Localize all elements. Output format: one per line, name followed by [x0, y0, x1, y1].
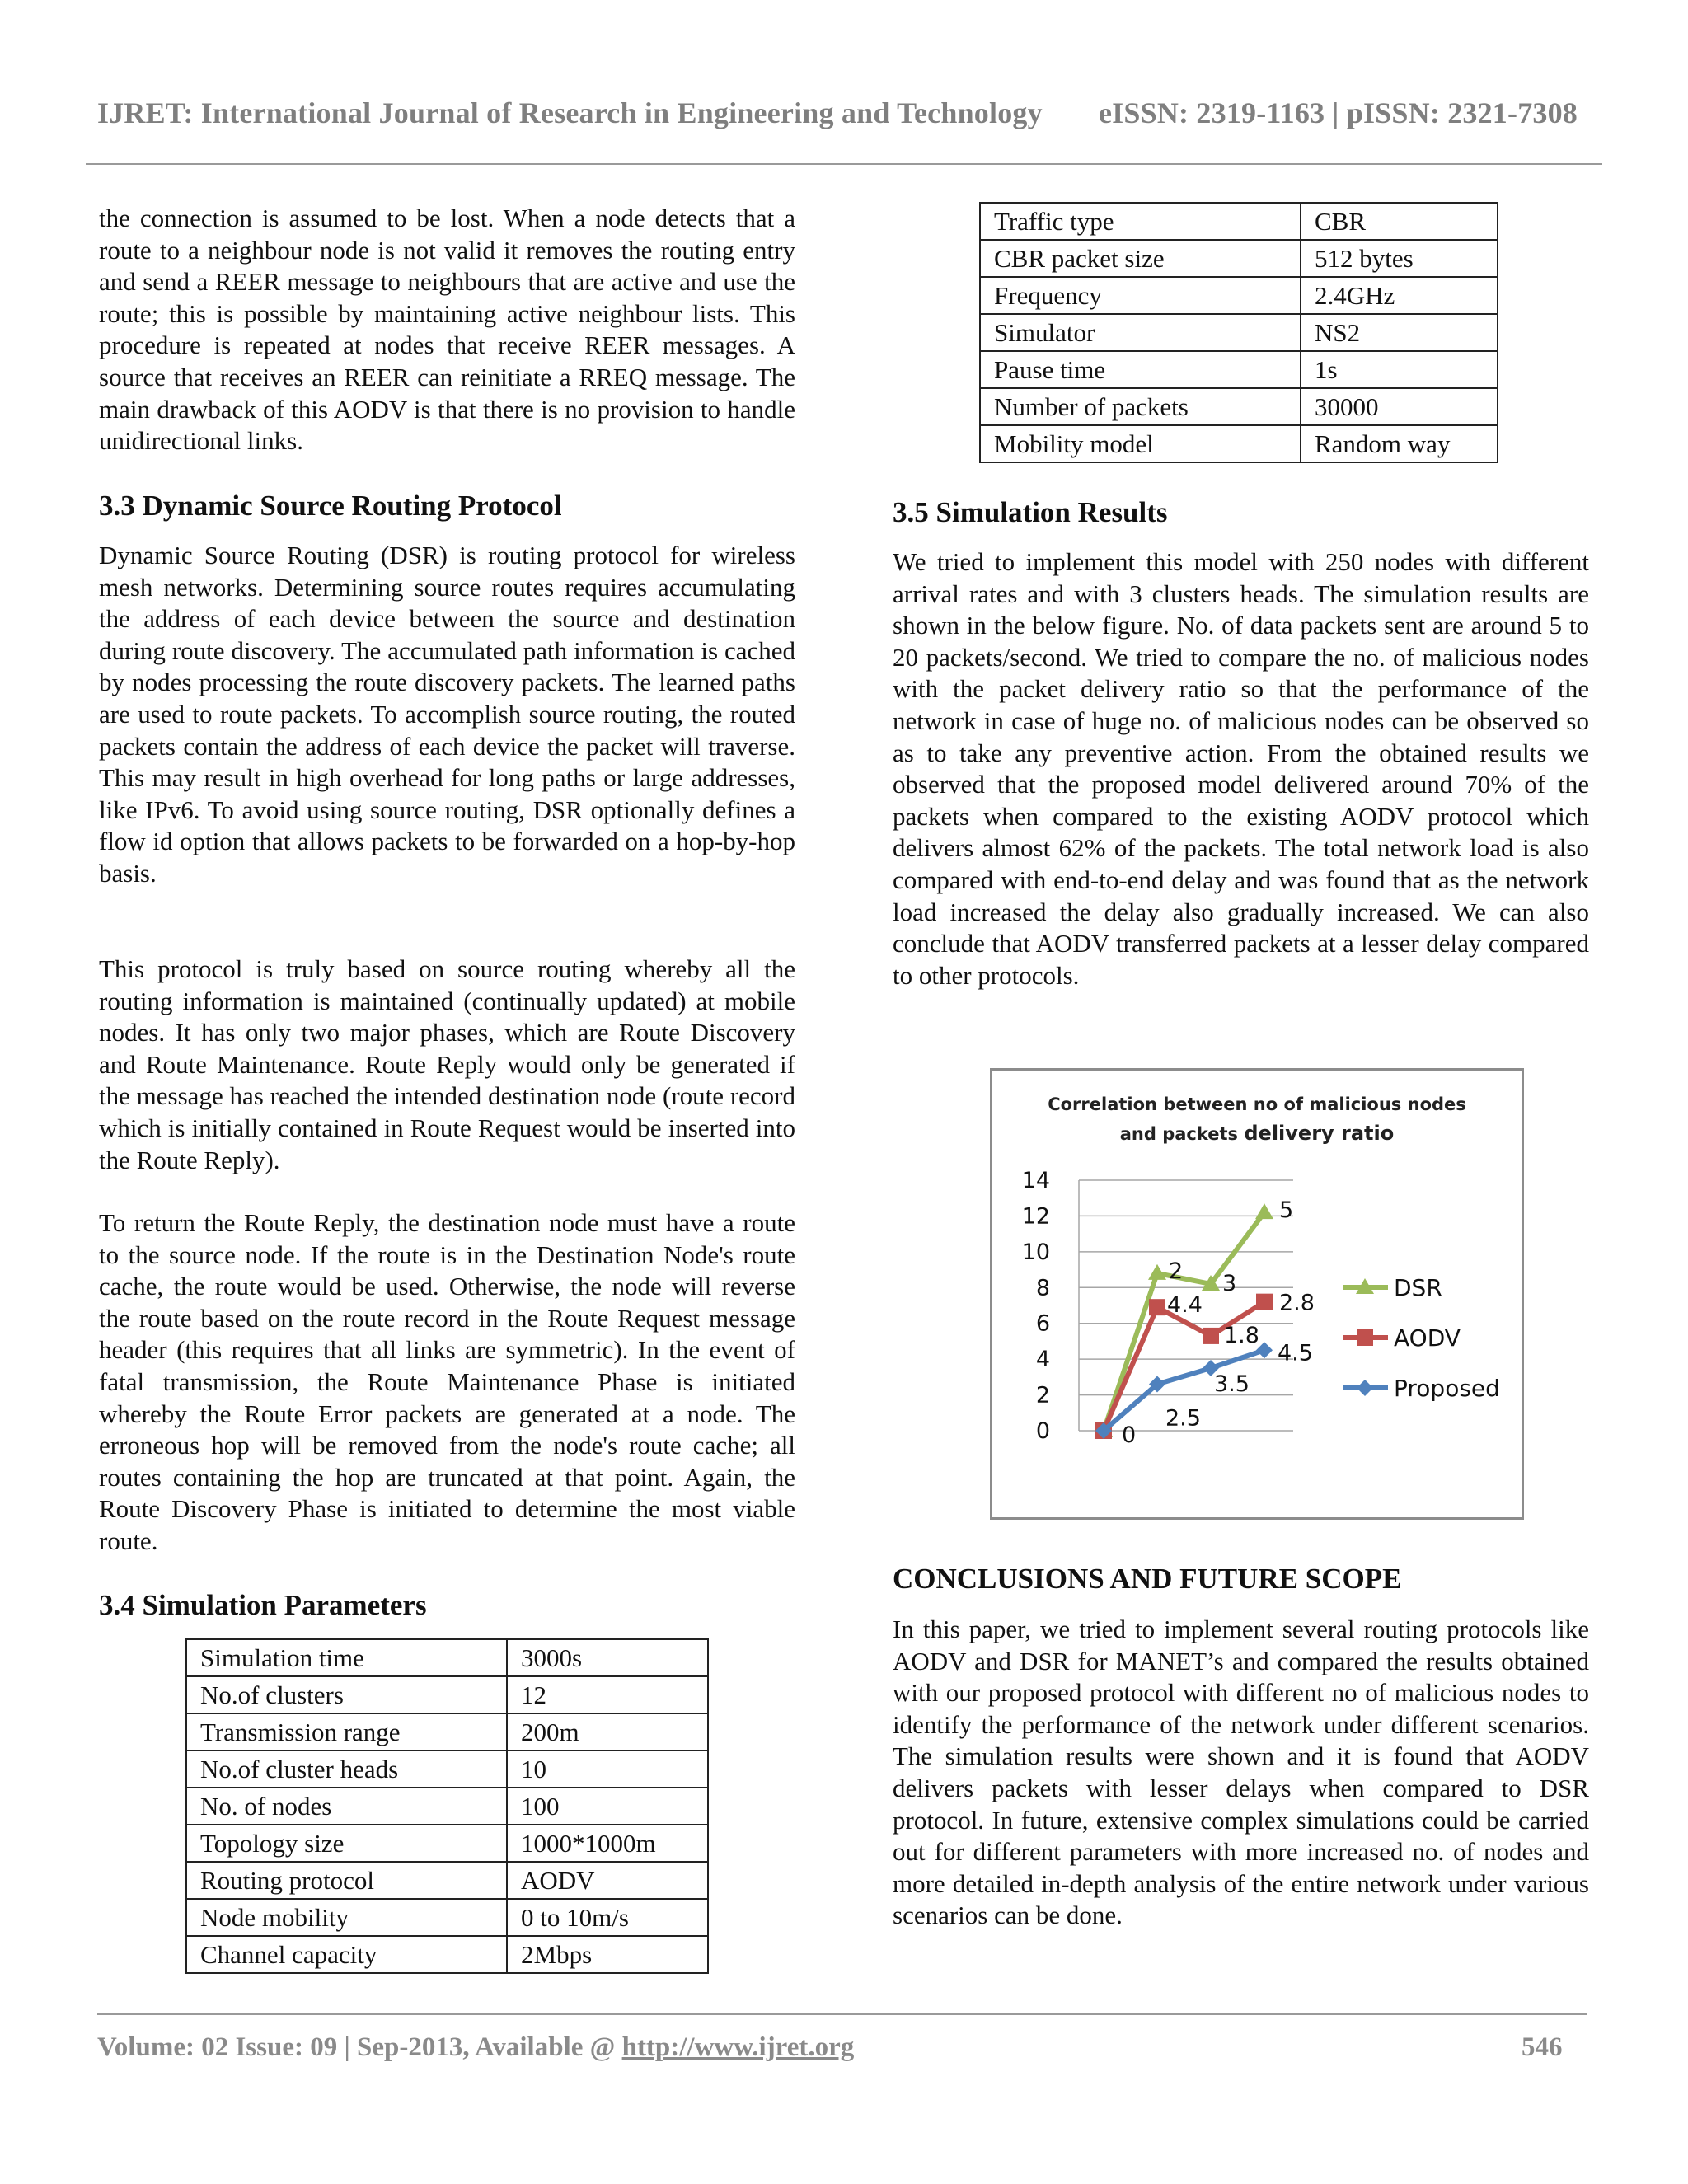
data-label-proposed: 2.5 [1165, 1405, 1201, 1432]
data-label-aodv: 2.8 [1279, 1290, 1315, 1316]
footer-volume [97, 2032, 854, 2063]
y-tick-label: 2 [1035, 1382, 1050, 1408]
para-dsr-2: This protocol is truly based on source routing whereby all the routing information is maintained (continually updated) at mobile nodes. It has only two major phases, which are Route Discovery and Route Maintenance. Route Reply would only be generated if the message has reached the intended destination node (route record which is initially contained in Route Request would be inserted into the Route Reply). [99, 954, 795, 1174]
sim-params2-param-name: Pause time [980, 351, 1301, 388]
heading-conclusion: CONCLUSIONS AND FUTURE SCOPE [893, 1563, 1402, 1595]
journal-title: IJRET: International Journal of Research in Engineering and Technology [97, 96, 1043, 129]
y-tick-label: 0 [1035, 1418, 1050, 1444]
sim-params-param-name: Topology size [186, 1825, 507, 1862]
sim-params-row [186, 1899, 708, 1936]
header-rule [86, 163, 1602, 165]
chart-series [1095, 1203, 1273, 1439]
legend-label-proposed: Proposed [1394, 1375, 1500, 1402]
legend-label-dsr: DSR [1394, 1274, 1442, 1301]
sim-params-param-value: 3000s [507, 1639, 708, 1676]
sim-params-param-value: 200m [507, 1713, 708, 1750]
sim-params-row [186, 1862, 708, 1899]
sim-params2-param-name: Frequency [980, 277, 1301, 314]
y-tick-label: 8 [1035, 1275, 1050, 1301]
data-label-aodv: 1.8 [1224, 1322, 1259, 1348]
footer-volume-text: Volume: 02 Issue: 09 | Sep-2013, Available @ [97, 2032, 622, 2062]
sim-params-row [186, 1825, 708, 1862]
para-conclusion: In this paper, we tried to implement several routing protocols like AODV and DSR for MANET’s and compared the results obtained with our proposed protocol with different no of malicious nodes to identify the performance of the network under different scenarios. The simulation results were shown and it is found that AODV delivers packets with lesser delays when compared to DSR protocol. In future, extensive complex simulations could be carried out for different parameters with more increased no. of nodes and more detailed in-depth analysis of the entire network under various scenarios can be done. [893, 1615, 1589, 1930]
sim-params2-row [980, 277, 1498, 314]
sim-params2-param-name: CBR packet size [980, 240, 1301, 277]
sim-params2-param-value: 2.4GHz [1301, 277, 1498, 314]
sim-params-param-name: No. of nodes [186, 1788, 507, 1825]
sim-params2-row [980, 351, 1498, 388]
sim-params2-row [980, 240, 1498, 277]
sim-params-row [186, 1639, 708, 1676]
sim-params-param-value: 10 [507, 1750, 708, 1788]
legend-marker-proposed [1357, 1380, 1373, 1396]
sim-params-row [186, 1788, 708, 1825]
sim-params2-param-name: Mobility model [980, 425, 1301, 462]
sim-params2-row [980, 388, 1498, 425]
sim-params2-param-value: 512 bytes [1301, 240, 1498, 277]
sim-params-param-value: 100 [507, 1788, 708, 1825]
y-tick-label: 6 [1035, 1310, 1050, 1337]
sim-params2-param-name: Simulator [980, 314, 1301, 351]
sim-params2-row [980, 203, 1498, 240]
data-label-dsr: 3 [1222, 1270, 1237, 1296]
data-label-dsr: 2 [1169, 1258, 1184, 1284]
data-point-aodv [1256, 1294, 1273, 1310]
sim-params2-row [980, 314, 1498, 351]
sim-params-table [185, 1638, 709, 1974]
journal-issn: eISSN: 2319-1163 | pISSN: 2321-7308 [1099, 96, 1578, 129]
data-label-proposed: 4.5 [1278, 1340, 1313, 1366]
sim-params2-param-name: Number of packets [980, 388, 1301, 425]
para-dsr-1: Dynamic Source Routing (DSR) is routing protocol for wireless mesh networks. Determining source routes requires accumulating the address of each device between the source and destination during route discovery. The accumulated path information is cached by nodes processing the route discovery packets. The learned paths are used to route packets. To accomplish source routing, the routed packets contain the address of each device the packet will traverse. This may result in high overhead for long paths or large addresses, like IPv6. To avoid using source routing, DSR optionally defines a flow id option that allows packets to be forwarded on a hop-by-hop basis. [99, 541, 795, 888]
sim-params2-param-value: 30000 [1301, 388, 1498, 425]
journal-header [97, 96, 1578, 130]
legend-label-aodv: AODV [1394, 1324, 1461, 1352]
sim-params-param-value: 12 [507, 1676, 708, 1713]
sim-params-row [186, 1936, 708, 1973]
y-tick-label: 4 [1035, 1347, 1050, 1373]
line-chart [992, 1071, 1522, 1517]
footer-url-link[interactable]: http://www.ijret.org [621, 2032, 855, 2062]
sim-params-row [186, 1676, 708, 1713]
sim-params2-param-value: Random way [1301, 425, 1498, 462]
sim-params-param-name: Transmission range [186, 1713, 507, 1750]
sim-params-param-name: Routing protocol [186, 1862, 507, 1899]
sim-params-param-value: 1000*1000m [507, 1825, 708, 1862]
page-number: 546 [1522, 2032, 1563, 2062]
sim-params-table-2 [979, 202, 1498, 463]
para-intro: the connection is assumed to be lost. When a node detects that a route to a neighbour node is not valid it removes the routing entry and send a REER message to neighbours that are active and use the route; this is possible by maintaining active neighbour lists. This procedure is repeated at nodes that receive REER messages. A source that receives an REER can reinitiate a RREQ message. The main drawback of this AODV is that there is no provision to handle unidirectional links. [99, 204, 795, 456]
chart-title-line2a: and packets [1119, 1124, 1245, 1144]
chart-legend [1343, 1274, 1500, 1402]
sim-params-row [186, 1750, 708, 1788]
sim-params2-param-value: CBR [1301, 203, 1498, 240]
data-point-aodv [1149, 1299, 1165, 1315]
sim-params-param-value: 2Mbps [507, 1936, 708, 1973]
sim-params-param-name: Node mobility [186, 1899, 507, 1936]
sim-params2-param-value: NS2 [1301, 314, 1498, 351]
chart-title-line1: Correlation between no of malicious nodes [1048, 1094, 1466, 1114]
footer-rule [97, 2013, 1587, 2015]
data-point-dsr [1255, 1203, 1273, 1219]
para-results: We tried to implement this model with 250 nodes with different arrival rates and with 3 clusters heads. The simulation results are shown in the below figure. No. of data packets sent are around 5 to 20 packets/second. We tried to compare the no. of malicious nodes with the packet delivery ratio so that the performance of the network in case of huge no. of malicious nodes can be observed so as to take any preventive action. From the obtained results we observed that the proposed model delivered around 70% of the packets when compared to the existing AODV protocol which delivers almost 62% of the packets. The total network load is also compared with end-to-end delay and was found that as the network load increased the delay also gradually increased. We can also conclude that AODV transferred packets at a lesser delay compared to other protocols. [893, 547, 1589, 990]
sim-params-param-name: Channel capacity [186, 1936, 507, 1973]
data-label-proposed: 3.5 [1214, 1371, 1250, 1397]
y-tick-label: 12 [1021, 1203, 1050, 1230]
sim-params2-param-value: 1s [1301, 351, 1498, 388]
data-label-aodv: 4.4 [1167, 1292, 1203, 1319]
sim-params-param-value: AODV [507, 1862, 708, 1899]
chart-title-line2b: delivery ratio [1244, 1122, 1395, 1145]
sim-params2-row [980, 425, 1498, 462]
data-point-aodv [1203, 1328, 1219, 1344]
chart-title-line2 [1120, 1122, 1395, 1145]
data-label-dsr: 5 [1279, 1197, 1294, 1224]
sim-params-param-name: No.of clusters [186, 1676, 507, 1713]
heading-sim-params: 3.4 Simulation Parameters [99, 1589, 427, 1621]
chart-y-ticks [1022, 1168, 1050, 1444]
sim-params2-param-name: Traffic type [980, 203, 1301, 240]
data-label-proposed: 0 [1122, 1422, 1137, 1448]
heading-dsr: 3.3 Dynamic Source Routing Protocol [99, 490, 562, 522]
legend-marker-aodv [1357, 1329, 1373, 1346]
y-tick-label: 14 [1021, 1168, 1050, 1193]
sim-params-row [186, 1713, 708, 1750]
sim-params-param-name: No.of cluster heads [186, 1750, 507, 1788]
sim-params-param-name: Simulation time [186, 1639, 507, 1676]
sim-params-param-value: 0 to 10m/s [507, 1899, 708, 1936]
y-tick-label: 10 [1021, 1239, 1050, 1265]
heading-results: 3.5 Simulation Results [893, 496, 1168, 528]
para-dsr-3: To return the Route Reply, the destination node must have a route to the source node. If the route is in the Destination Node's route cache, the route would be used. Otherwise, the node will reverse the route based on the route record in the Route Request message header (this requires that all links are symmetric). In the event of fatal transmission, the Route Maintenance Phase is initiated whereby the Route Error packets are generated at a node. The erroneous hop will be removed from the node's route cache; all routes containing the hop are truncated at that point. Again, the Route Discovery Phase is initiated to determine the most viable route. [99, 1208, 795, 1555]
chart-frame [990, 1068, 1524, 1520]
